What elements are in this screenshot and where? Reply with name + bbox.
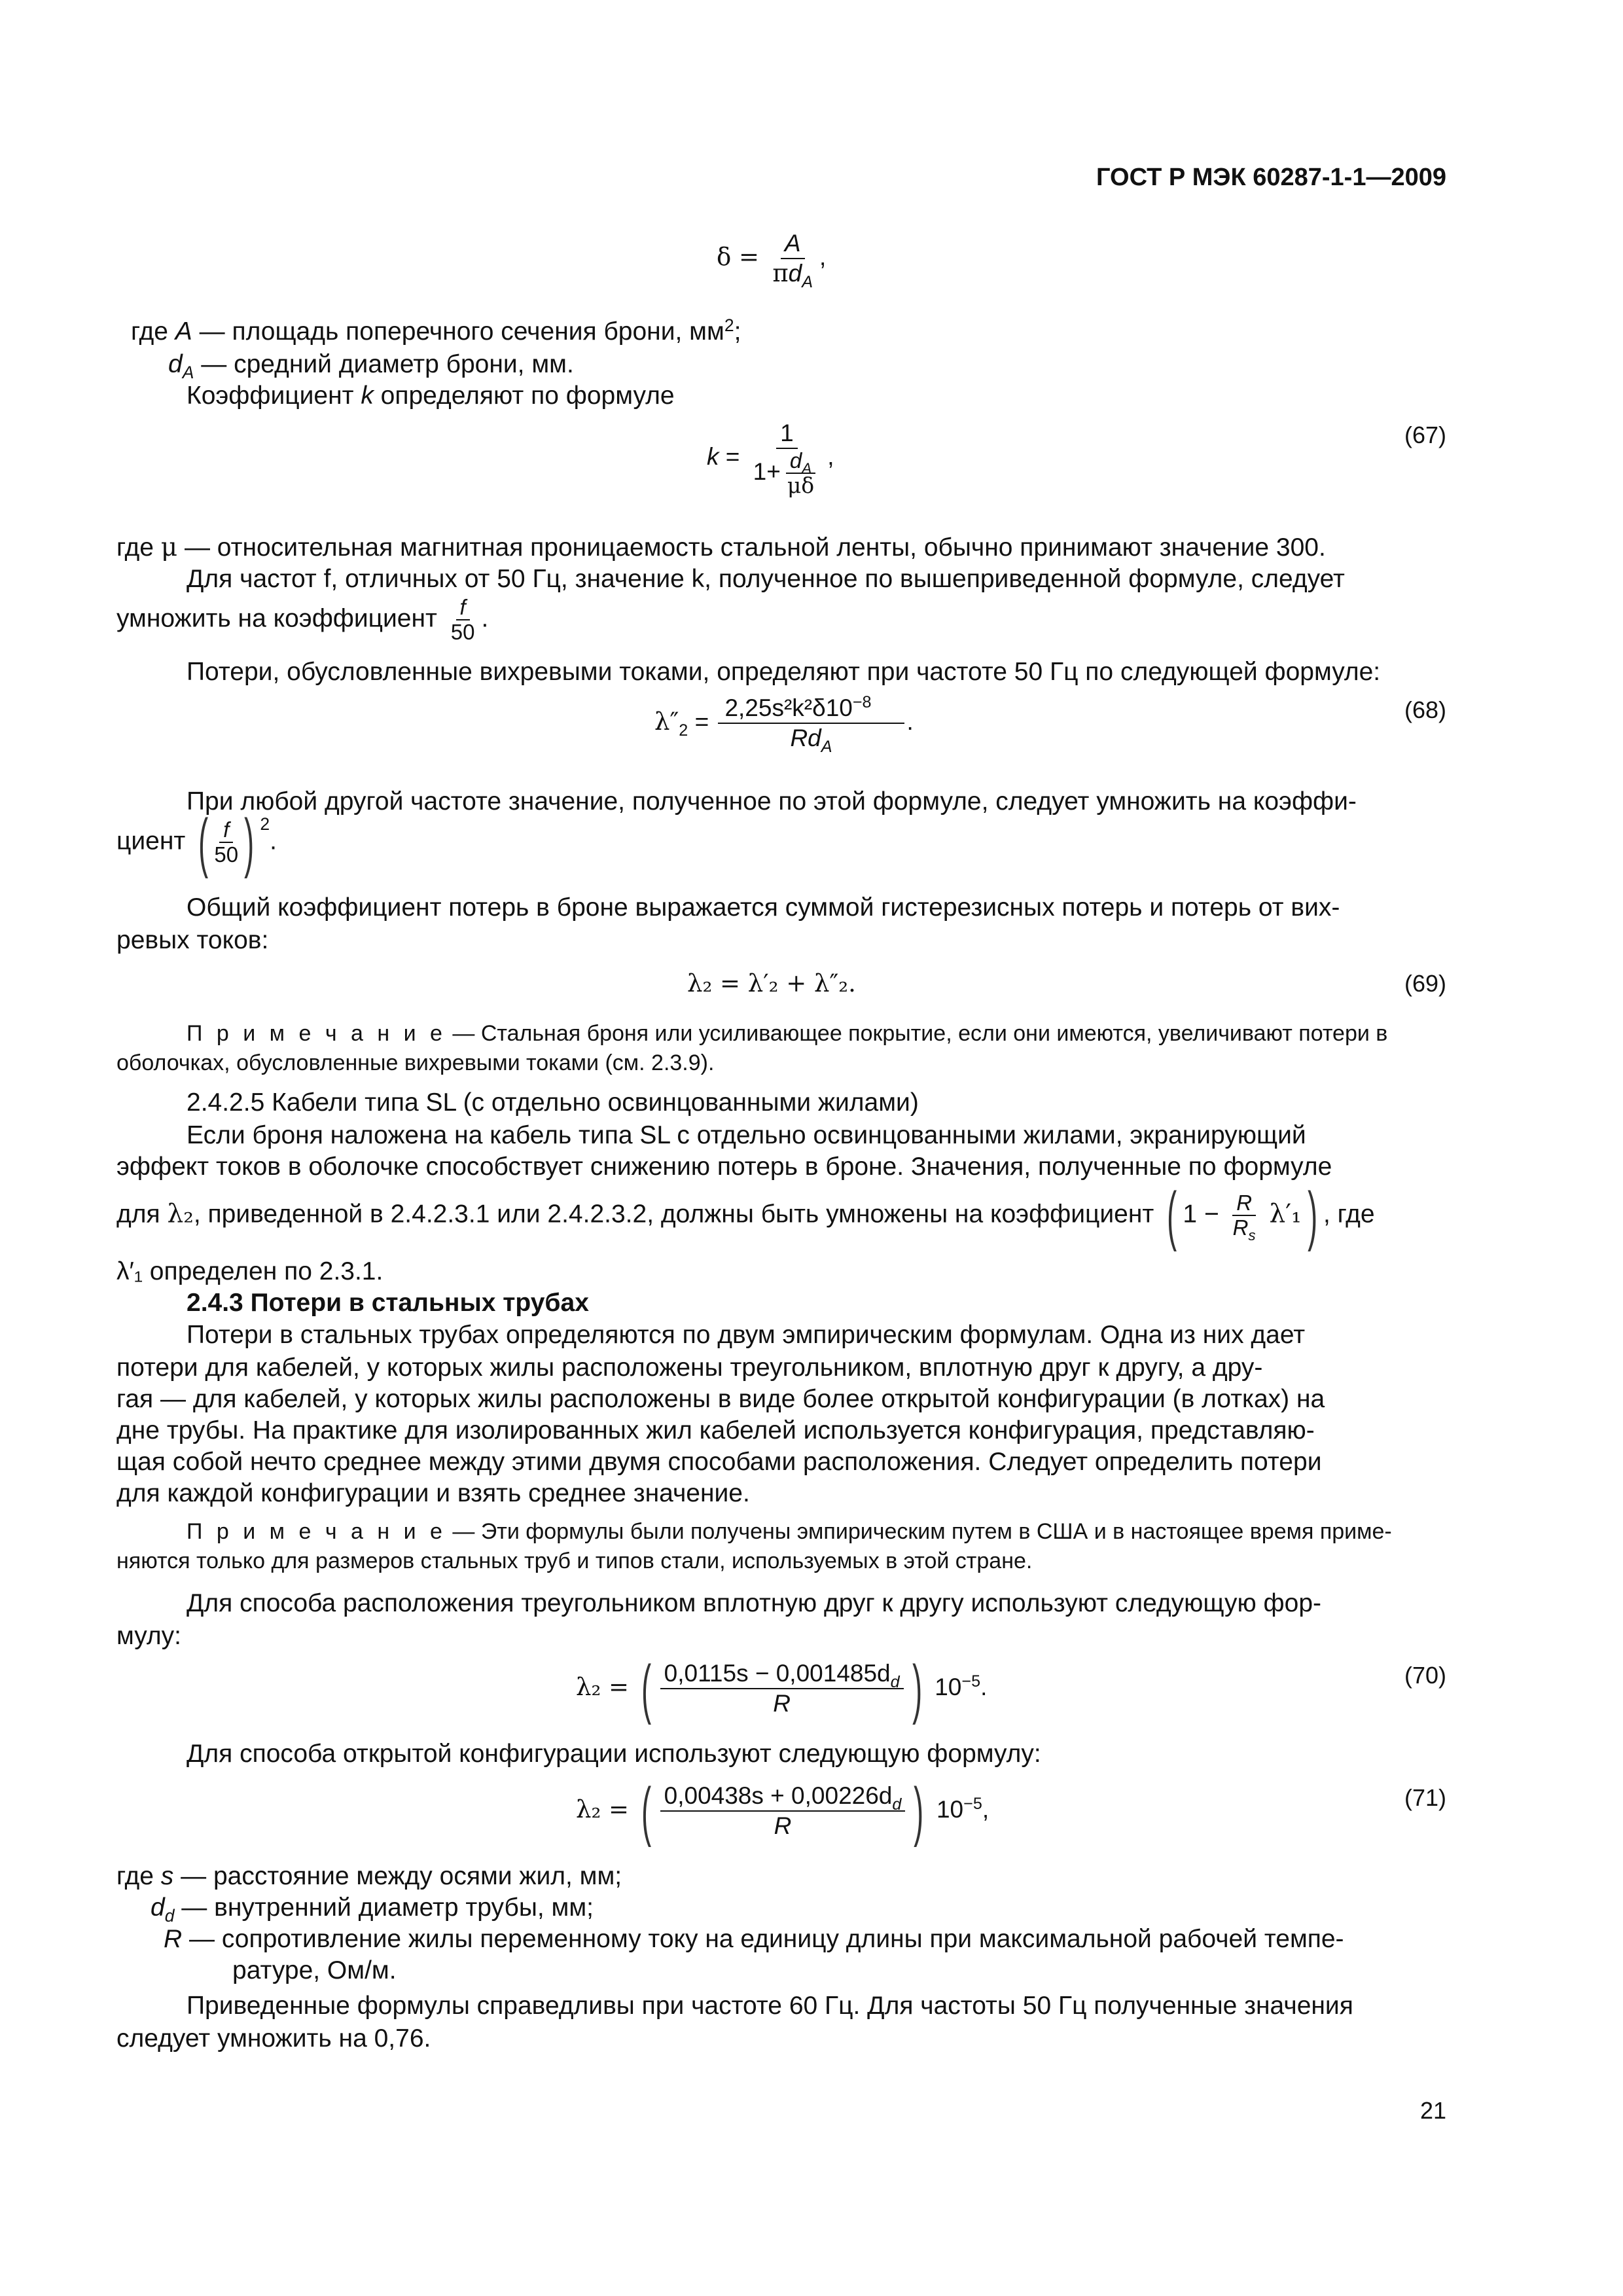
section-243-title: 2.4.3 Потери в стальных трубах [187,1289,589,1317]
equation-number-68: (68) [1404,696,1446,723]
where-s-line: где s — расстояние между осями жил, мм; [116,1862,622,1890]
section-243-line: щая собой нечто среднее между этими двумя способами расположения. Следует определить потери [116,1448,1322,1476]
equation-number-69: (69) [1404,970,1446,997]
equation-number-67: (67) [1404,422,1446,448]
note-2-line2: няются только для размеров стальных труб и типов стали, используемых в этой стране. [116,1549,1033,1573]
section-243-line: гая — для кабелей, у которых жилы расположены в виде более открытой конфигурации (в лотках) на [116,1385,1325,1413]
section-2425-line3: для λ₂, приведенной в 2.4.2.3.1 или 2.4.2.3.2, должны быть умножены на коэффициент ( 1 − $\frac{R}{R_s}$ λ′₁) , где [116,1179,1375,1252]
total-para-line2: ревых токов: [116,926,269,954]
trefoil-intro-line1: Для способа расположения треугольником вплотную друг к другу используют следующую фор- [187,1589,1321,1617]
final-para-line2: следует умножить на 0,76. [116,2024,431,2053]
section-2425-line4: λ′₁ определен по 2.3.1. [116,1257,383,1285]
equation-68: $\lambda''_2$ = $\frac{2,25s^2k^2\delta 10^{-8}}{Rd_A}$ . [654,693,914,756]
section-243-line: Потери в стальных трубах определяются по двум эмпирическим формулам. Одна из них дает [187,1321,1306,1349]
other-freq-line2: циент ( $\frac{f}{50}$ ) $^2$. [116,806,277,879]
section-243-line: дне трубы. На практике для изолированных жил кабелей используется конфигурация, представляю- [116,1416,1315,1444]
page-number: 21 [1419,2097,1446,2124]
open-config-intro: Для способа открытой конфигурации используют следующую формулу: [187,1740,1041,1768]
equation-70: λ₂ = ( $\frac{0,0115s - 0,001485d_d}{R}$ ) $10^{-5}$. [576,1652,988,1725]
equation-67: k = 1 1+ $\frac{d_A}{\mu\delta}$ , [707,420,834,498]
where-da-line: $d_A$ — средний диаметр брони, мм. [168,350,574,383]
note-1-line1: П р и м е ч а н и е — Стальная броня или усиливающее покрытие, если они имеются, увеличивают потери в [187,1021,1388,1046]
note-2-line1: П р и м е ч а н и е — Эти формулы были получены эмпирическим путем в США и в настоящее время приме- [187,1519,1392,1544]
mu-definition: где μ — относительная магнитная проницаемость стальной ленты, обычно принимают значение 300. [116,533,1326,562]
final-para-line1: Приведенные формулы справедливы при частоте 60 Гц. Для частоты 50 Гц полученные значения [187,1992,1353,2020]
equation-number-70: (70) [1404,1662,1446,1689]
equation-number-71: (71) [1404,1784,1446,1811]
other-freq-line1: При любой другой частоте значение, полученное по этой формуле, следует умножить на коэффи- [187,787,1357,816]
section-243-line: потери для кабелей, у которых жилы расположены треугольником, вплотную друг к другу, а дру- [116,1354,1263,1382]
freq-para-line1: Для частот f, отличных от 50 Гц, значение k, полученное по вышеприведенной формуле, следует [187,565,1345,593]
eddy-intro: Потери, обусловленные вихревыми токами, определяют при частоте 50 Гц по следующей формуле: [187,658,1381,686]
section-243-line: для каждой конфигурации и взять среднее значение. [116,1479,750,1507]
total-para-line1: Общий коэффициент потерь в броне выражается суммой гистерезисных потерь и потерь от вих- [187,893,1340,922]
document-id: ГОСТ Р МЭК 60287-1-1—2009 [1096,164,1446,191]
equation-69: λ₂ = λ′₂ + λ″₂. [687,969,856,997]
freq-para-line2: умножить на коэффициент $\frac{f}{50}$ . [116,595,489,644]
trefoil-intro-line2: мулу: [116,1622,181,1650]
note-1-line2: оболочках, обусловленные вихревыми токами (см. 2.3.9). [116,1050,715,1075]
equation-71: λ₂ = ( $\frac{0,00438s + 0,00226d_d}{R}$ ) $10^{-5}$, [576,1774,990,1848]
section-2425-title: 2.4.2.5 Кабели типа SL (с отдельно освинцованными жилами) [187,1088,919,1117]
delta-formula: δ = $\frac{A}{\pi d_A}$ , [717,230,827,291]
section-2425-line2: эффект токов в оболочке способствует снижению потерь в броне. Значения, полученные по формуле [116,1153,1332,1181]
where-a-line: где A — площадь поперечного сечения брони, $мм^2$; [131,315,741,346]
k-intro: Коэффициент k определяют по формуле [187,382,675,410]
where-r-line: R — сопротивление жилы переменному току на единицу длины при максимальной рабочей темпе- [164,1925,1344,1953]
where-r-line2: ратуре, Ом/м. [232,1956,397,1984]
section-2425-line1: Если броня наложена на кабель типа SL с отдельно освинцованными жилами, экранирующий [187,1121,1306,1149]
where-dd-line: $d_d$ — внутренний диаметр трубы, мм; [151,1893,594,1926]
